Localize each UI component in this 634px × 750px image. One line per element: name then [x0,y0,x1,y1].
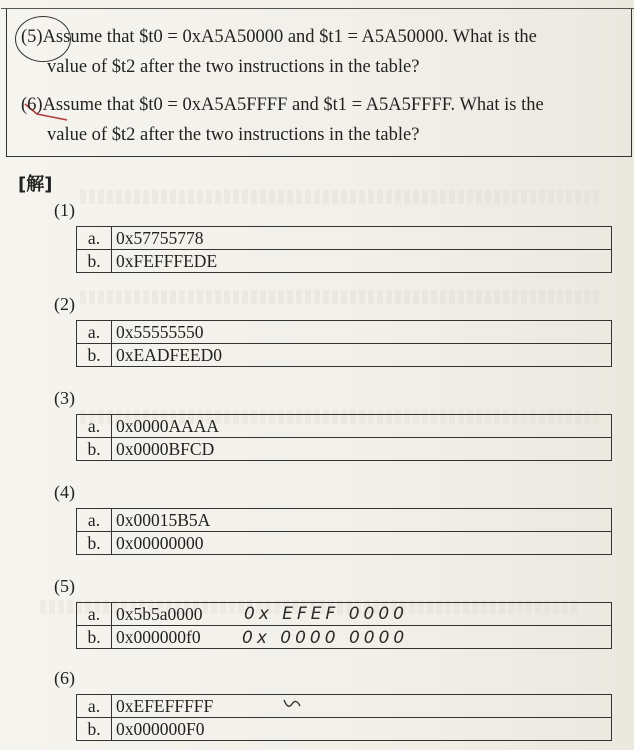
table-row [77,718,612,741]
row-value: 0x0000BFCD [112,438,612,461]
question-6-line-2: value of $t2 after the two instructions in the table? [47,125,420,145]
pen-squiggle-icon [282,696,302,712]
row-value: 0x000000F0 [112,718,612,741]
row-value: 0xFEFFFEDE [112,250,612,273]
question-5-line-1: (5)Assume that $t0 = 0xA5A50000 and $t1 = A5A50000. What is the [21,27,537,47]
answer-label-6: (6) [54,668,75,688]
table-row [77,344,612,367]
question-5-line-2: value of $t2 after the two instructions in the table? [47,57,420,77]
table-row [77,532,612,555]
bleed-through [80,190,600,204]
row-value: 0x00000000 [112,532,612,555]
answer-table-1 [76,226,612,273]
row-value: 0x0000AAAA [112,415,612,438]
row-key: b. [77,626,112,649]
handwritten-note-5b: 0x 0000 0000 [242,628,409,648]
row-key: a. [77,509,112,532]
answer-table-3 [76,414,612,461]
answer-table-6 [76,694,612,741]
row-value: 0x57755778 [112,227,612,250]
row-key: a. [77,603,112,626]
row-value: 0x5b5a0000 [112,603,612,626]
row-value: 0xEFEFFFFF [112,695,612,718]
answer-label-4: (4) [54,482,75,502]
row-key: b. [77,532,112,555]
handwritten-note-5a: 0x EFEF 0000 [244,604,408,624]
divider [1,8,634,9]
table-row [77,227,612,250]
row-value: 0x000000f0 [112,626,612,649]
solution-title: [解] [18,174,53,195]
answer-label-2: (2) [54,294,75,314]
table-row [77,250,612,273]
answer-table-2 [76,320,612,367]
row-key: a. [77,695,112,718]
question-box [6,8,632,157]
row-key: a. [77,415,112,438]
table-row [77,509,612,532]
bleed-through [80,290,600,304]
table-row [77,415,612,438]
row-key: b. [77,344,112,367]
answer-label-1: (1) [54,200,75,220]
row-value: 0x00015B5A [112,509,612,532]
answer-label-5: (5) [54,576,75,596]
question-6-line-1: (6)Assume that $t0 = 0xA5A5FFFF and $t1 = A5A5FFFF. What is the [21,95,544,115]
table-row [77,438,612,461]
row-key: b. [77,250,112,273]
row-key: a. [77,321,112,344]
row-key: b. [77,438,112,461]
row-key: a. [77,227,112,250]
answer-table-4 [76,508,612,555]
answer-label-3: (3) [54,388,75,408]
row-value: 0xEADFEED0 [112,344,612,367]
row-key: b. [77,718,112,741]
table-row [77,321,612,344]
row-value: 0x55555550 [112,321,612,344]
table-row [77,695,612,718]
